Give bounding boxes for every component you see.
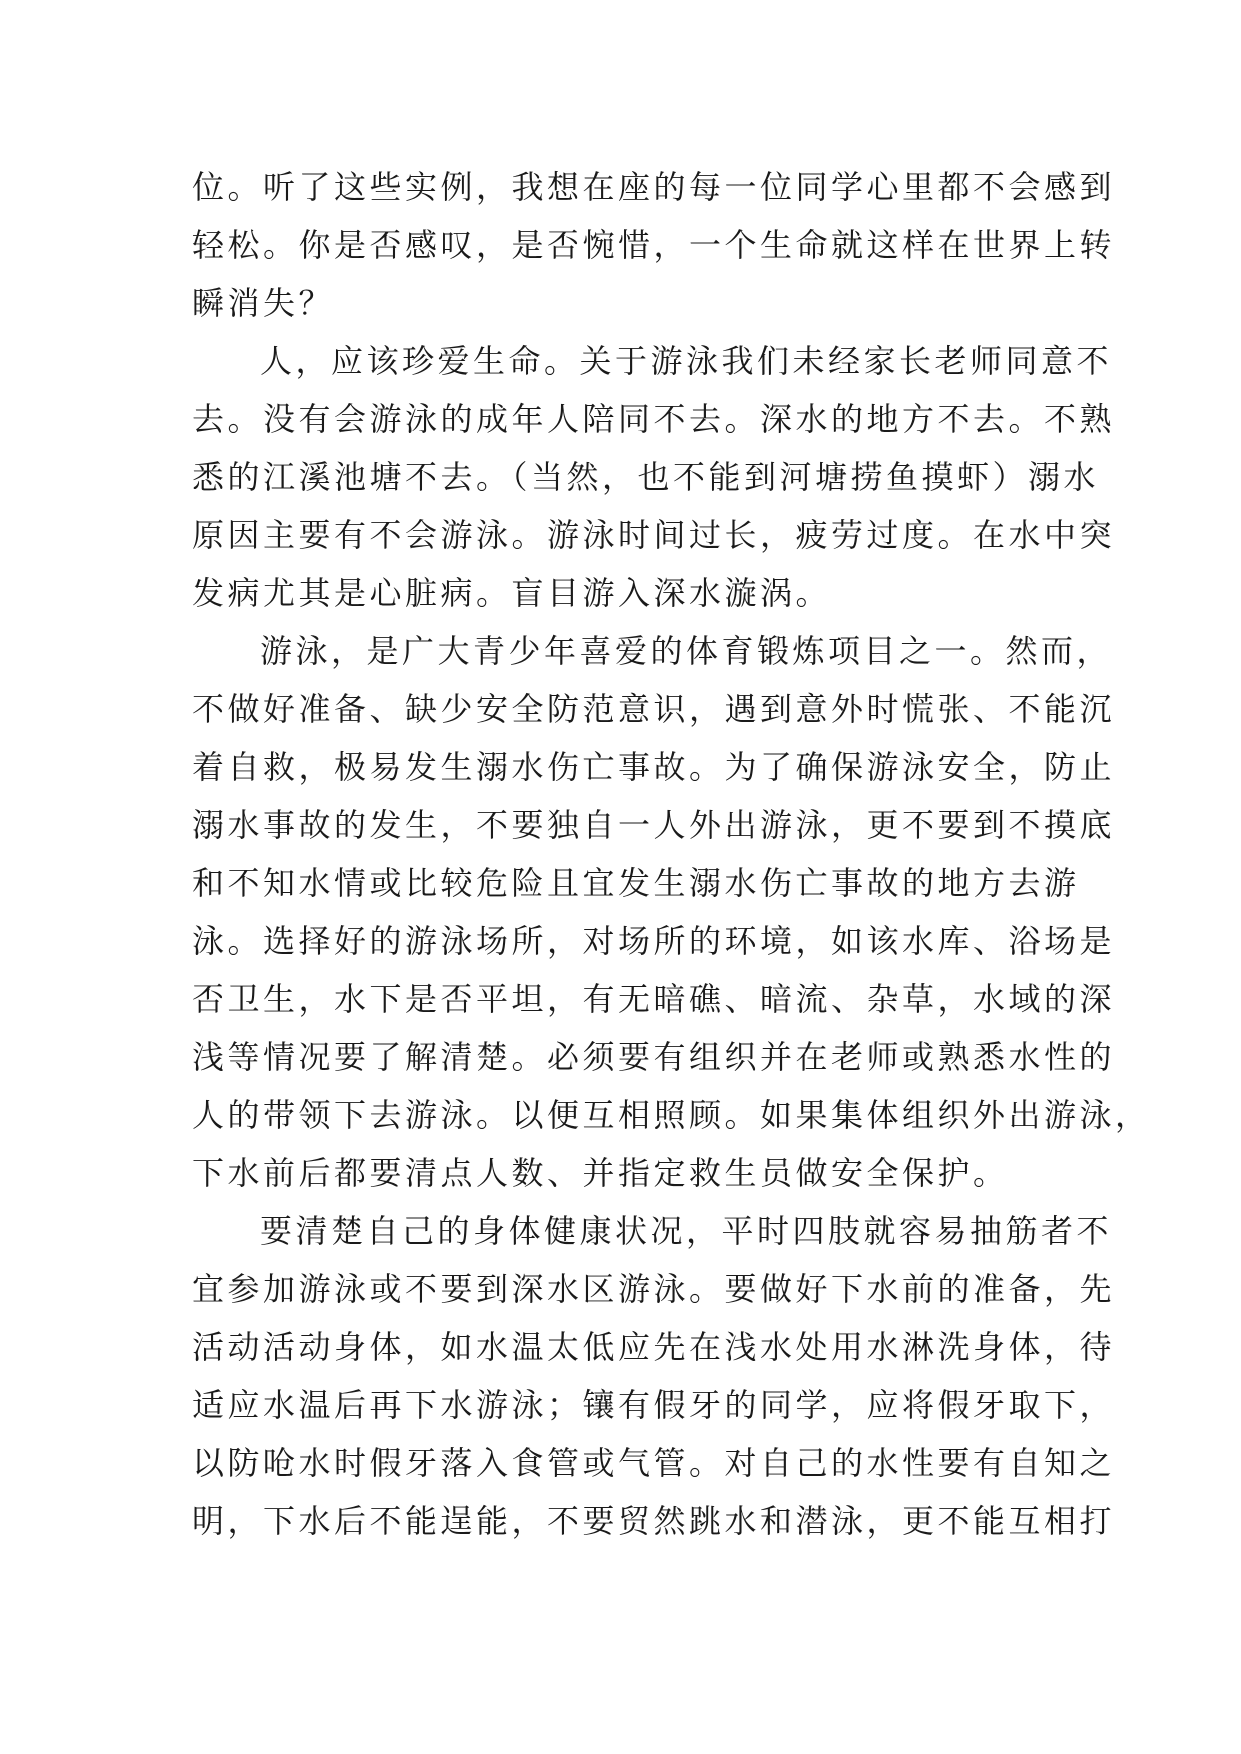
text-line: 以防呛水时假牙落入食管或气管。对自己的水性要有自知之 xyxy=(192,1444,1116,1482)
text-line: 位。听了这些实例，我想在座的每一位同学心里都不会感到 xyxy=(192,168,1116,206)
text-line: 宜参加游泳或不要到深水区游泳。要做好下水前的准备，先 xyxy=(192,1270,1116,1308)
body-text xyxy=(192,158,1151,1550)
text-line: 原因主要有不会游泳。游泳时间过长，疲劳过度。在水中突 xyxy=(192,516,1116,554)
text-line: 和不知水情或比较危险且宜发生溺水伤亡事故的地方去游 xyxy=(192,864,1080,902)
text-line: 泳。选择好的游泳场所，对场所的环境，如该水库、浴场是 xyxy=(192,922,1116,960)
text-line: 轻松。你是否感叹，是否惋惜，一个生命就这样在世界上转 xyxy=(192,226,1116,264)
text-line: 浅等情况要了解清楚。必须要有组织并在老师或熟悉水性的 xyxy=(192,1038,1116,1076)
text-line: 悉的江溪池塘不去。（当然，也不能到河塘捞鱼摸虾）溺水 xyxy=(192,458,1100,496)
text-line: 溺水事故的发生，不要独自一人外出游泳，更不要到不摸底 xyxy=(192,806,1116,844)
paragraph-first-line: 游泳，是广大青少年喜爱的体育锻炼项目之一。然而， xyxy=(260,632,1113,670)
text-line: 瞬消失？ xyxy=(192,284,335,322)
text-line: 明，下水后不能逞能，不要贸然跳水和潜泳，更不能互相打 xyxy=(192,1502,1116,1540)
text-line: 下水前后都要清点人数、并指定救生员做安全保护。 xyxy=(192,1154,1009,1192)
paragraph-first-line: 人，应该珍爱生命。关于游泳我们未经家长老师同意不 xyxy=(260,342,1113,380)
paragraph-first-line: 要清楚自己的身体健康状况，平时四肢就容易抽筋者不 xyxy=(260,1212,1113,1250)
text-line: 发病尤其是心脏病。盲目游入深水漩涡。 xyxy=(192,574,832,612)
text-line: 否卫生，水下是否平坦，有无暗礁、暗流、杂草，水域的深 xyxy=(192,980,1116,1018)
text-line: 去。没有会游泳的成年人陪同不去。深水的地方不去。不熟 xyxy=(192,400,1116,438)
text-line: 适应水温后再下水游泳；镶有假牙的同学，应将假牙取下， xyxy=(192,1386,1116,1424)
text-line: 不做好准备、缺少安全防范意识，遇到意外时慌张、不能沉 xyxy=(192,690,1116,728)
text-line: 活动活动身体，如水温太低应先在浅水处用水淋洗身体，待 xyxy=(192,1328,1116,1366)
text-line: 着自救，极易发生溺水伤亡事故。为了确保游泳安全，防止 xyxy=(192,748,1116,786)
text-line: 人的带领下去游泳。以便互相照顾。如果集体组织外出游泳， xyxy=(192,1096,1151,1134)
